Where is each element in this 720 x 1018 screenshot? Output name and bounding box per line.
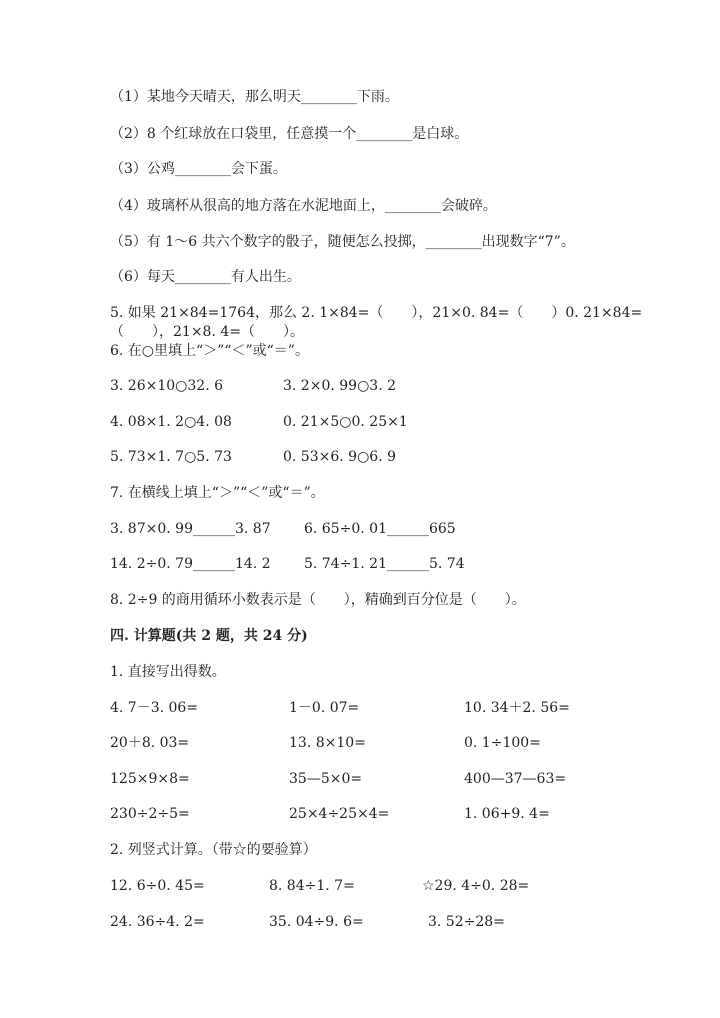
vertical-calc-item: ☆29. 4÷0. 28=: [422, 878, 530, 894]
fill-item-4: （4）玻璃杯从很高的地方落在水泥地面上，________会破碎。: [110, 198, 497, 214]
arith-item: 125×9×8=: [110, 771, 190, 787]
q8: 8. 2÷9 的商用循环小数表示是（ ），精确到百分位是（ ）。: [110, 592, 526, 608]
vertical-calc-item: 8. 84÷1. 7=: [269, 878, 355, 894]
fill-item-1: （1）某地今天晴天，那么明天________下雨。: [110, 89, 399, 105]
arith-item: 13. 8×10=: [289, 735, 366, 751]
q7-compare-item: 5. 74÷1. 21______5. 74: [304, 556, 465, 572]
fill-item-5: （5）有 1～6 共六个数字的骰子，随便怎么投掷，________出现数字“7”。: [110, 234, 575, 250]
vertical-calc-item: 24. 36÷4. 2=: [110, 914, 205, 930]
q4-1-title: 1. 直接写出得数。: [110, 664, 226, 680]
section-4-heading: 四. 计算题(共 2 题，共 24 分): [110, 628, 308, 644]
q7-compare-item: 14. 2÷0. 79______14. 2: [110, 556, 271, 572]
arith-item: 25×4÷25×4=: [289, 806, 390, 822]
q6-title: 6. 在○里填上“＞”“＜”或“＝”。: [110, 343, 309, 359]
arith-item: 35—5×0=: [289, 771, 363, 787]
arith-item: 10. 34＋2. 56=: [464, 700, 570, 716]
arith-item: 230÷2÷5=: [110, 806, 190, 822]
arith-item: 1. 06+9. 4=: [464, 806, 550, 822]
q5-line-1: 5. 如果 21×84=1764，那么 2. 1×84=（ ），21×0. 84=（ ）0. 21×84=: [110, 305, 643, 321]
q4-2-title: 2. 列竖式计算。（带☆的要验算）: [110, 842, 317, 858]
arith-item: 4. 7－3. 06=: [110, 700, 199, 716]
fill-item-3: （3）公鸡________会下蛋。: [110, 161, 287, 177]
arith-item: 400—37—63=: [464, 771, 567, 787]
q6-compare-item: 5. 73×1. 7○5. 73: [110, 449, 232, 465]
q6-compare-item: 4. 08×1. 2○4. 08: [110, 414, 232, 430]
fill-item-6: （6）每天________有人出生。: [110, 269, 301, 285]
q6-compare-item: 3. 2×0. 99○3. 2: [283, 378, 396, 394]
q7-compare-item: 3. 87×0. 99______3. 87: [110, 521, 271, 537]
vertical-calc-item: 12. 6÷0. 45=: [110, 878, 205, 894]
q6-compare-item: 0. 53×6. 9○6. 9: [283, 449, 396, 465]
arith-item: 0. 1÷100=: [464, 735, 541, 751]
q5-line-2: （ ），21×8. 4=（ ）。: [110, 324, 304, 340]
arith-item: 1－0. 07=: [289, 700, 360, 716]
arith-item: 20＋8. 03=: [110, 735, 190, 751]
vertical-calc-item: 35. 04÷9. 6=: [269, 914, 364, 930]
q6-compare-item: 0. 21×5○0. 25×1: [283, 414, 408, 430]
fill-item-2: （2）8 个红球放在口袋里，任意摸一个________是白球。: [110, 126, 469, 142]
q7-title: 7. 在横线上填上“＞”“＜”或“＝”。: [110, 485, 325, 501]
q7-compare-item: 6. 65÷0. 01______665: [304, 521, 456, 537]
vertical-calc-item: 3. 52÷28=: [428, 914, 505, 930]
q6-compare-item: 3. 26×10○32. 6: [110, 378, 224, 394]
